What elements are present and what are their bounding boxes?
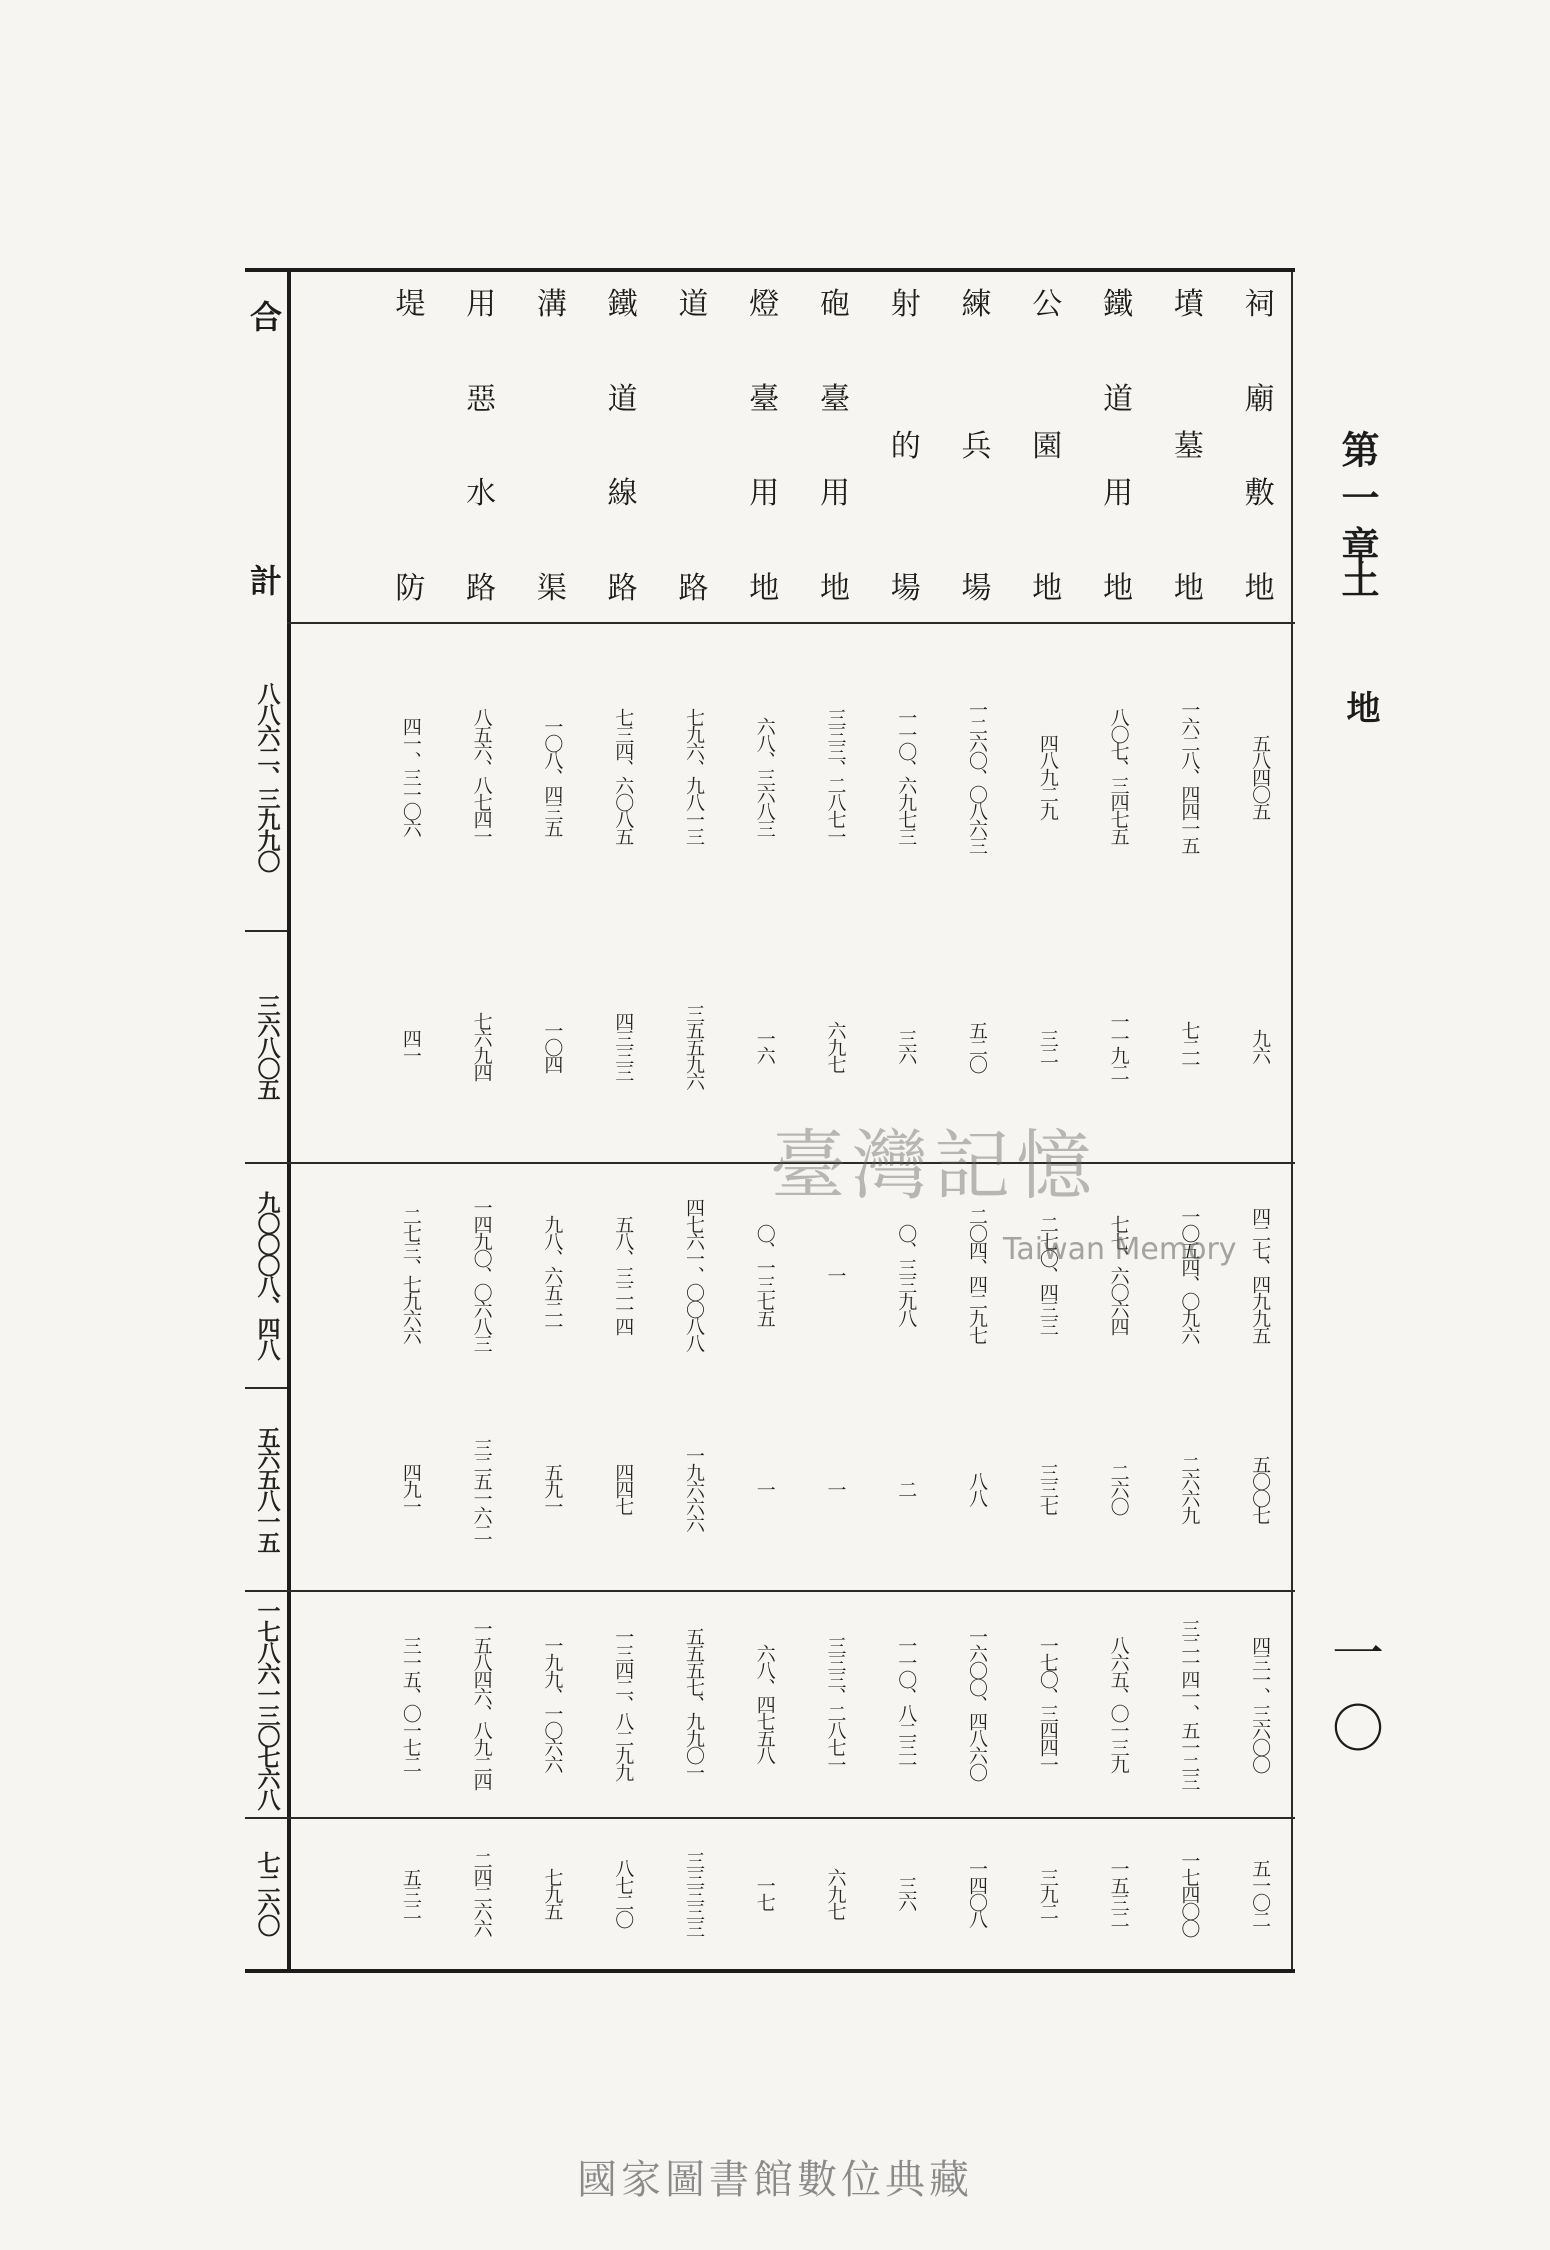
header-char: 場 [890, 571, 921, 606]
header-char: 防 [395, 571, 426, 606]
header-char: 射 [890, 287, 921, 322]
table-cell: 三二 [1036, 1029, 1059, 1063]
table-cell: 七三四、六〇八五 [612, 708, 635, 844]
table-cell: 四七六一、〇〇八八 [682, 1198, 705, 1351]
table-cell: 三三三、二八七一 [824, 1635, 847, 1772]
header-char: 廟 [1244, 381, 1275, 417]
header-char: 渠 [536, 571, 567, 606]
header-char: 場 [961, 571, 992, 606]
header-char: 墓 [1173, 429, 1204, 464]
header-char: 路 [466, 570, 497, 606]
table-cell: 五八、三二一四 [612, 1215, 635, 1334]
table-cell: 一七 [753, 1876, 776, 1910]
table-cell: 三三三三三 [682, 1850, 705, 1936]
table-cell: 一〇五四、〇九六 [1178, 1206, 1201, 1343]
header-char: 堤 [395, 287, 426, 322]
table-cell: 三九二 [1036, 1867, 1059, 1919]
column-header [375, 287, 446, 606]
table-cell: 二七三、七九六六 [399, 1206, 422, 1343]
table-cell: 五九一 [541, 1463, 564, 1514]
table-cell: 四三三三 [612, 1012, 635, 1080]
table-cell: 一九九、一〇六六 [541, 1635, 564, 1772]
table-cell: 二 [895, 1480, 918, 1497]
header-char: 臺 [819, 381, 850, 417]
header-char: 地 [1173, 571, 1204, 606]
table-cell: 三三七 [1036, 1463, 1059, 1514]
header-char: 地 [1244, 570, 1275, 606]
table-cell: 一六 [753, 1029, 776, 1063]
table-cell: 三二五一六二 [470, 1437, 493, 1540]
footer-archive-label: 國家圖書館數位典藏 [577, 2157, 973, 2203]
table-cell: 五三二 [399, 1867, 422, 1919]
column-header [517, 287, 588, 606]
table-cell: 〇、三三九八 [895, 1223, 918, 1326]
header-char: 地 [749, 570, 780, 606]
table-cell: 一五三二 [1107, 1859, 1130, 1927]
table-cell: 一 [753, 1480, 776, 1497]
table-cell: 一 [824, 1266, 847, 1283]
total-cell: 九〇〇〇八、四八 [253, 1190, 280, 1359]
header-char: 鐵 [1103, 287, 1134, 322]
header-char: 道 [678, 287, 709, 322]
watermark: 臺灣記憶 [770, 1121, 1098, 1210]
column-header [1153, 287, 1224, 606]
column-header [1083, 287, 1154, 606]
column-header [729, 287, 800, 606]
chapter-title: 第一章 [1335, 430, 1380, 574]
table-cell: 四八九二九 [1036, 733, 1059, 819]
column-header [446, 287, 517, 606]
table-cell: 六九七 [824, 1020, 847, 1072]
total-cell: 八八六二、三九九〇 [253, 681, 280, 871]
header-divider [287, 622, 1295, 624]
table-cell: 一〇八、四三五 [541, 716, 564, 836]
total-cell: 一七八六一三〇七六八 [253, 1598, 280, 1809]
table-cell: 六八、四七五八 [753, 1644, 776, 1763]
table-cell: 二〇四、四二九七 [966, 1206, 989, 1343]
total-cell: 三六八〇五 [253, 993, 280, 1099]
header-char: 用 [749, 476, 780, 512]
header-char: 砲 [819, 287, 850, 322]
header-char: 兵 [961, 429, 992, 464]
table-cell: 七九五 [541, 1867, 564, 1919]
table-cell: 八七二〇 [612, 1859, 635, 1927]
column-divider [287, 272, 291, 1969]
page-number: 一〇 [1331, 1625, 1384, 1760]
table-cell: 九八、六五二一 [541, 1215, 564, 1334]
header-char: 道 [607, 381, 638, 417]
table-cell: 四一 [399, 1029, 422, 1063]
header-char: 路 [678, 571, 709, 606]
header-char: 地 [1032, 571, 1063, 606]
header-char: 臺 [749, 381, 780, 417]
header-char: 鐵 [607, 287, 638, 322]
row-divider [245, 1590, 1295, 1592]
table-cell: 六八、三六八三 [753, 716, 776, 836]
header-char: 線 [607, 476, 638, 512]
table-cell: 二四二六六 [470, 1850, 493, 1936]
table-cell: 五〇〇七 [1249, 1454, 1272, 1523]
table-cell: 一六〇〇、四八六〇 [966, 1627, 989, 1780]
table-cell: 一七四〇〇 [1178, 1850, 1201, 1936]
column-header [870, 287, 941, 606]
table-cell: 七二一 [1178, 1020, 1201, 1072]
table-cell: 四一、三一〇六 [399, 716, 422, 836]
table-cell: 七九六、九八一三 [682, 708, 705, 844]
table-cell: 一一〇、八二三一 [895, 1635, 918, 1772]
table-cell: 五二〇 [966, 1020, 989, 1072]
header-char: 練 [961, 287, 992, 322]
table-cell: 一一九二 [1107, 1012, 1130, 1080]
table-cell: 一四〇八 [966, 1859, 989, 1927]
header-char: 溝 [536, 287, 567, 322]
table-cell: 〇、一三七五 [753, 1223, 776, 1326]
total-cell: 七二六〇 [253, 1851, 280, 1935]
table-cell: 八八 [966, 1471, 989, 1506]
table-cell: 五五五七、九九〇一 [682, 1627, 705, 1780]
header-char: 園 [1032, 429, 1063, 464]
table-cell: 一 [824, 1480, 847, 1497]
table-cell: 一〇四 [541, 1020, 564, 1072]
table-cell: 二六六九 [1178, 1454, 1201, 1523]
table-cell: 四三一、三六〇〇 [1249, 1635, 1272, 1772]
table-cell: 三一五、〇一七二 [399, 1635, 422, 1772]
header-char: 墳 [1173, 287, 1204, 322]
table-cell: 七七、六〇六四 [1107, 1215, 1130, 1334]
header-char: 用 [819, 476, 850, 512]
header-char: 燈 [749, 287, 780, 322]
table-cell: 八〇七、三四七五 [1107, 708, 1130, 844]
header-char: 用 [1103, 476, 1134, 512]
column-header [800, 287, 871, 606]
watermark-en: Taiwan Memory [1003, 1232, 1237, 1267]
table-cell: 八五六、八七四一 [470, 708, 493, 844]
table-cell: 三六 [895, 1876, 918, 1910]
table-cell: 七六九四 [470, 1012, 493, 1080]
column-header [587, 287, 658, 606]
table-cell: 一二六〇、〇八六三 [966, 699, 989, 853]
total-label-char: 計 [249, 562, 282, 600]
table-cell: 三五五九六 [682, 1003, 705, 1089]
table-cell: 三三三、二八七一 [824, 708, 847, 844]
header-char: 敷 [1244, 476, 1275, 512]
header-char: 惡 [466, 381, 497, 417]
header-char: 地 [1103, 570, 1134, 606]
header-char: 公 [1032, 287, 1063, 322]
column-header [658, 287, 729, 606]
table-cell: 一一〇、六九七三 [895, 708, 918, 844]
table-cell: 四九一 [399, 1463, 422, 1514]
table-cell: 四二七、四九九五 [1249, 1206, 1272, 1343]
table-cell: 二六〇 [1107, 1463, 1130, 1514]
table-cell: 六九七 [824, 1867, 847, 1919]
table-cell: 五八四〇五 [1249, 733, 1272, 819]
table-cell: 一四九〇、〇六八三 [470, 1198, 493, 1351]
table-cell: 五一〇二 [1249, 1859, 1272, 1927]
table-cell: 一六二八、四四一五 [1178, 699, 1201, 853]
header-char: 路 [607, 570, 638, 606]
column-header [941, 287, 1012, 606]
header-char: 水 [466, 476, 497, 512]
row-divider-total [245, 930, 287, 932]
table-cell: 一九六六六 [682, 1446, 705, 1531]
total-label-char: 合 [249, 298, 282, 336]
header-char: 用 [466, 287, 497, 322]
chapter-subtitle: 地 [1340, 690, 1380, 724]
table-cell: 一七〇、三四四一 [1036, 1635, 1059, 1772]
row-divider [245, 1817, 1295, 1819]
table-cell: 二七〇、四三三 [1036, 1215, 1059, 1334]
total-cell: 五六五八一五 [253, 1425, 280, 1552]
table-cell: 八六五、〇一三九 [1107, 1635, 1130, 1772]
header-char: 道 [1103, 381, 1134, 417]
table-cell: 一五八四六、八九二四 [470, 1618, 493, 1789]
column-header [1224, 287, 1295, 606]
table-cell: 一三四二、八二九九 [612, 1627, 635, 1780]
table-cell: 九六 [1249, 1029, 1272, 1063]
total-header [245, 292, 287, 602]
table-cell: 三六 [895, 1029, 918, 1063]
column-header [1012, 287, 1083, 606]
header-char: 的 [890, 429, 921, 464]
table-cell: 三二一四一、五一二三 [1178, 1618, 1201, 1789]
row-divider-total [245, 1387, 287, 1389]
chapter-section: 土 [1335, 560, 1380, 608]
header-char: 地 [819, 570, 850, 606]
table-cell: 四四七 [612, 1463, 635, 1514]
header-char: 祠 [1244, 287, 1275, 322]
